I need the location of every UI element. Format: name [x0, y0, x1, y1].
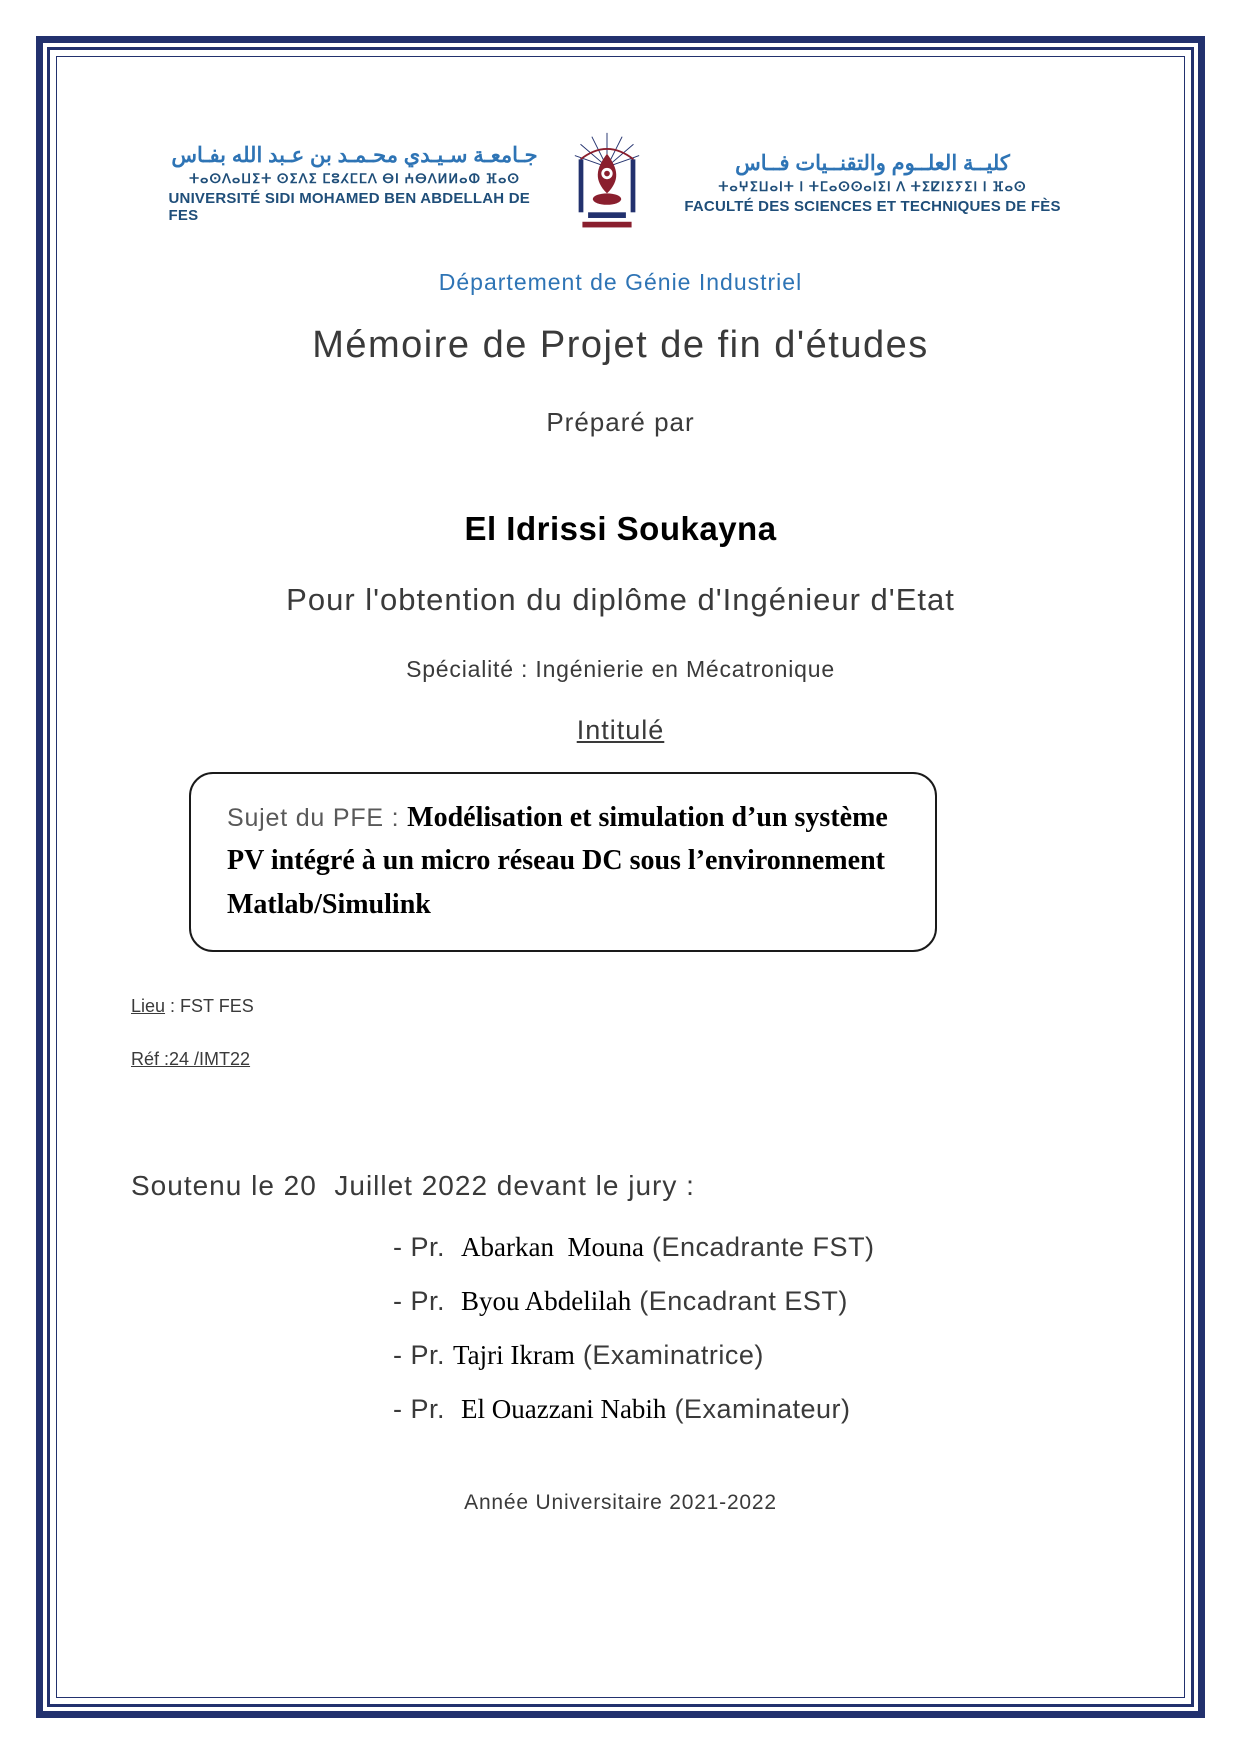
- subject-title: Modélisation et simulation d’un système PV intégré à un micro réseau DC sous l’environnement Matlab/Simulink: [227, 802, 895, 920]
- jury-member-role: (Examinatrice): [574, 1340, 764, 1371]
- lieu-line: [131, 996, 1148, 1017]
- prepared-by-label: Préparé par: [546, 407, 695, 437]
- defense-line: Soutenu le 20 Juillet 2022 devant le jury :: [131, 1170, 695, 1202]
- jury-prefix: - Pr.: [393, 1340, 454, 1371]
- university-name-arabic: جـامعـة سـيـدي محـمـد بن عـبد الله بفـاس: [171, 143, 538, 167]
- department-line: Département de Génie Industriel: [438, 269, 803, 295]
- jury-member-name: El Ouazzani Nabih: [461, 1394, 667, 1425]
- degree-line: Pour l'obtention du diplôme d'Ingénieur d'Etat: [286, 582, 955, 617]
- jury-member-row: [393, 1286, 1148, 1317]
- jury-prefix: - Pr.: [393, 1232, 462, 1263]
- specialty-line: Spécialité : Ingénierie en Mécatronique: [406, 656, 835, 682]
- jury-member-row: [393, 1394, 1148, 1425]
- jury-member-row: [393, 1232, 1148, 1263]
- header: [93, 131, 1148, 235]
- university-emblem-logo: [559, 131, 655, 235]
- faculty-name-tifinagh: ⵜⴰⵖⵉⵡⴰⵏⵜ ⵏ ⵜⵎⴰⵙⵙⴰⵏⵉⵏ ⴷ ⵜⵉⵇⵏⵉⵢⵉⵏ ⵏ ⴼⴰⵙ: [718, 179, 1027, 194]
- intitule-label: Intitulé: [576, 715, 665, 745]
- page-content: [57, 57, 1184, 1697]
- faculty-name-french: FACULTÉ DES SCIENCES ET TECHNIQUES DE FÈS: [684, 198, 1061, 215]
- university-logo-block: [169, 143, 541, 224]
- lieu-label: Lieu: [131, 996, 166, 1017]
- jury-member-role: (Examinateur): [666, 1394, 851, 1425]
- jury-prefix: - Pr.: [393, 1286, 462, 1317]
- memoire-title: Mémoire de Projet de fin d'études: [312, 324, 929, 366]
- page-border-middle: [47, 47, 1194, 1707]
- subject-box: [189, 772, 937, 952]
- faculty-logo-block: [673, 151, 1073, 215]
- jury-member-name: Abarkan Mouna: [461, 1232, 644, 1263]
- academic-year-footer: Année Universitaire 2021-2022: [464, 1491, 777, 1514]
- jury-list: [393, 1232, 1148, 1425]
- jury-member-role: (Encadrant EST): [631, 1286, 848, 1317]
- ref-line: Réf :24 /IMT22: [131, 1049, 251, 1070]
- lieu-value: : FST FES: [165, 996, 254, 1017]
- subject-prefix-label: Sujet du PFE :: [227, 804, 408, 832]
- jury-member-row: [393, 1340, 1148, 1371]
- jury-member-name: Byou Abdelilah: [461, 1286, 632, 1317]
- page-border-outer: [36, 36, 1205, 1718]
- faculty-name-arabic: كليــة العلــوم والتقنــيات فــاس: [735, 152, 1010, 175]
- university-name-french: UNIVERSITÉ SIDI MOHAMED BEN ABDELLAH DE FES: [168, 189, 535, 224]
- jury-member-role: (Encadrante FST): [643, 1232, 875, 1263]
- jury-prefix: - Pr.: [393, 1394, 462, 1425]
- university-name-tifinagh: ⵜⴰⵙⴷⴰⵡⵉⵜ ⵙⵉⴷⵉ ⵎⵓⵃⵎⵎⴷ ⴱⵏ ⵄⴱⴷⵍⵍⴰⵀ ⴼⴰⵙ: [189, 170, 520, 186]
- author-name: El Idrissi Soukayna: [464, 510, 777, 547]
- jury-member-name: Tajri Ikram: [453, 1340, 575, 1371]
- page-border-inner: [56, 56, 1185, 1698]
